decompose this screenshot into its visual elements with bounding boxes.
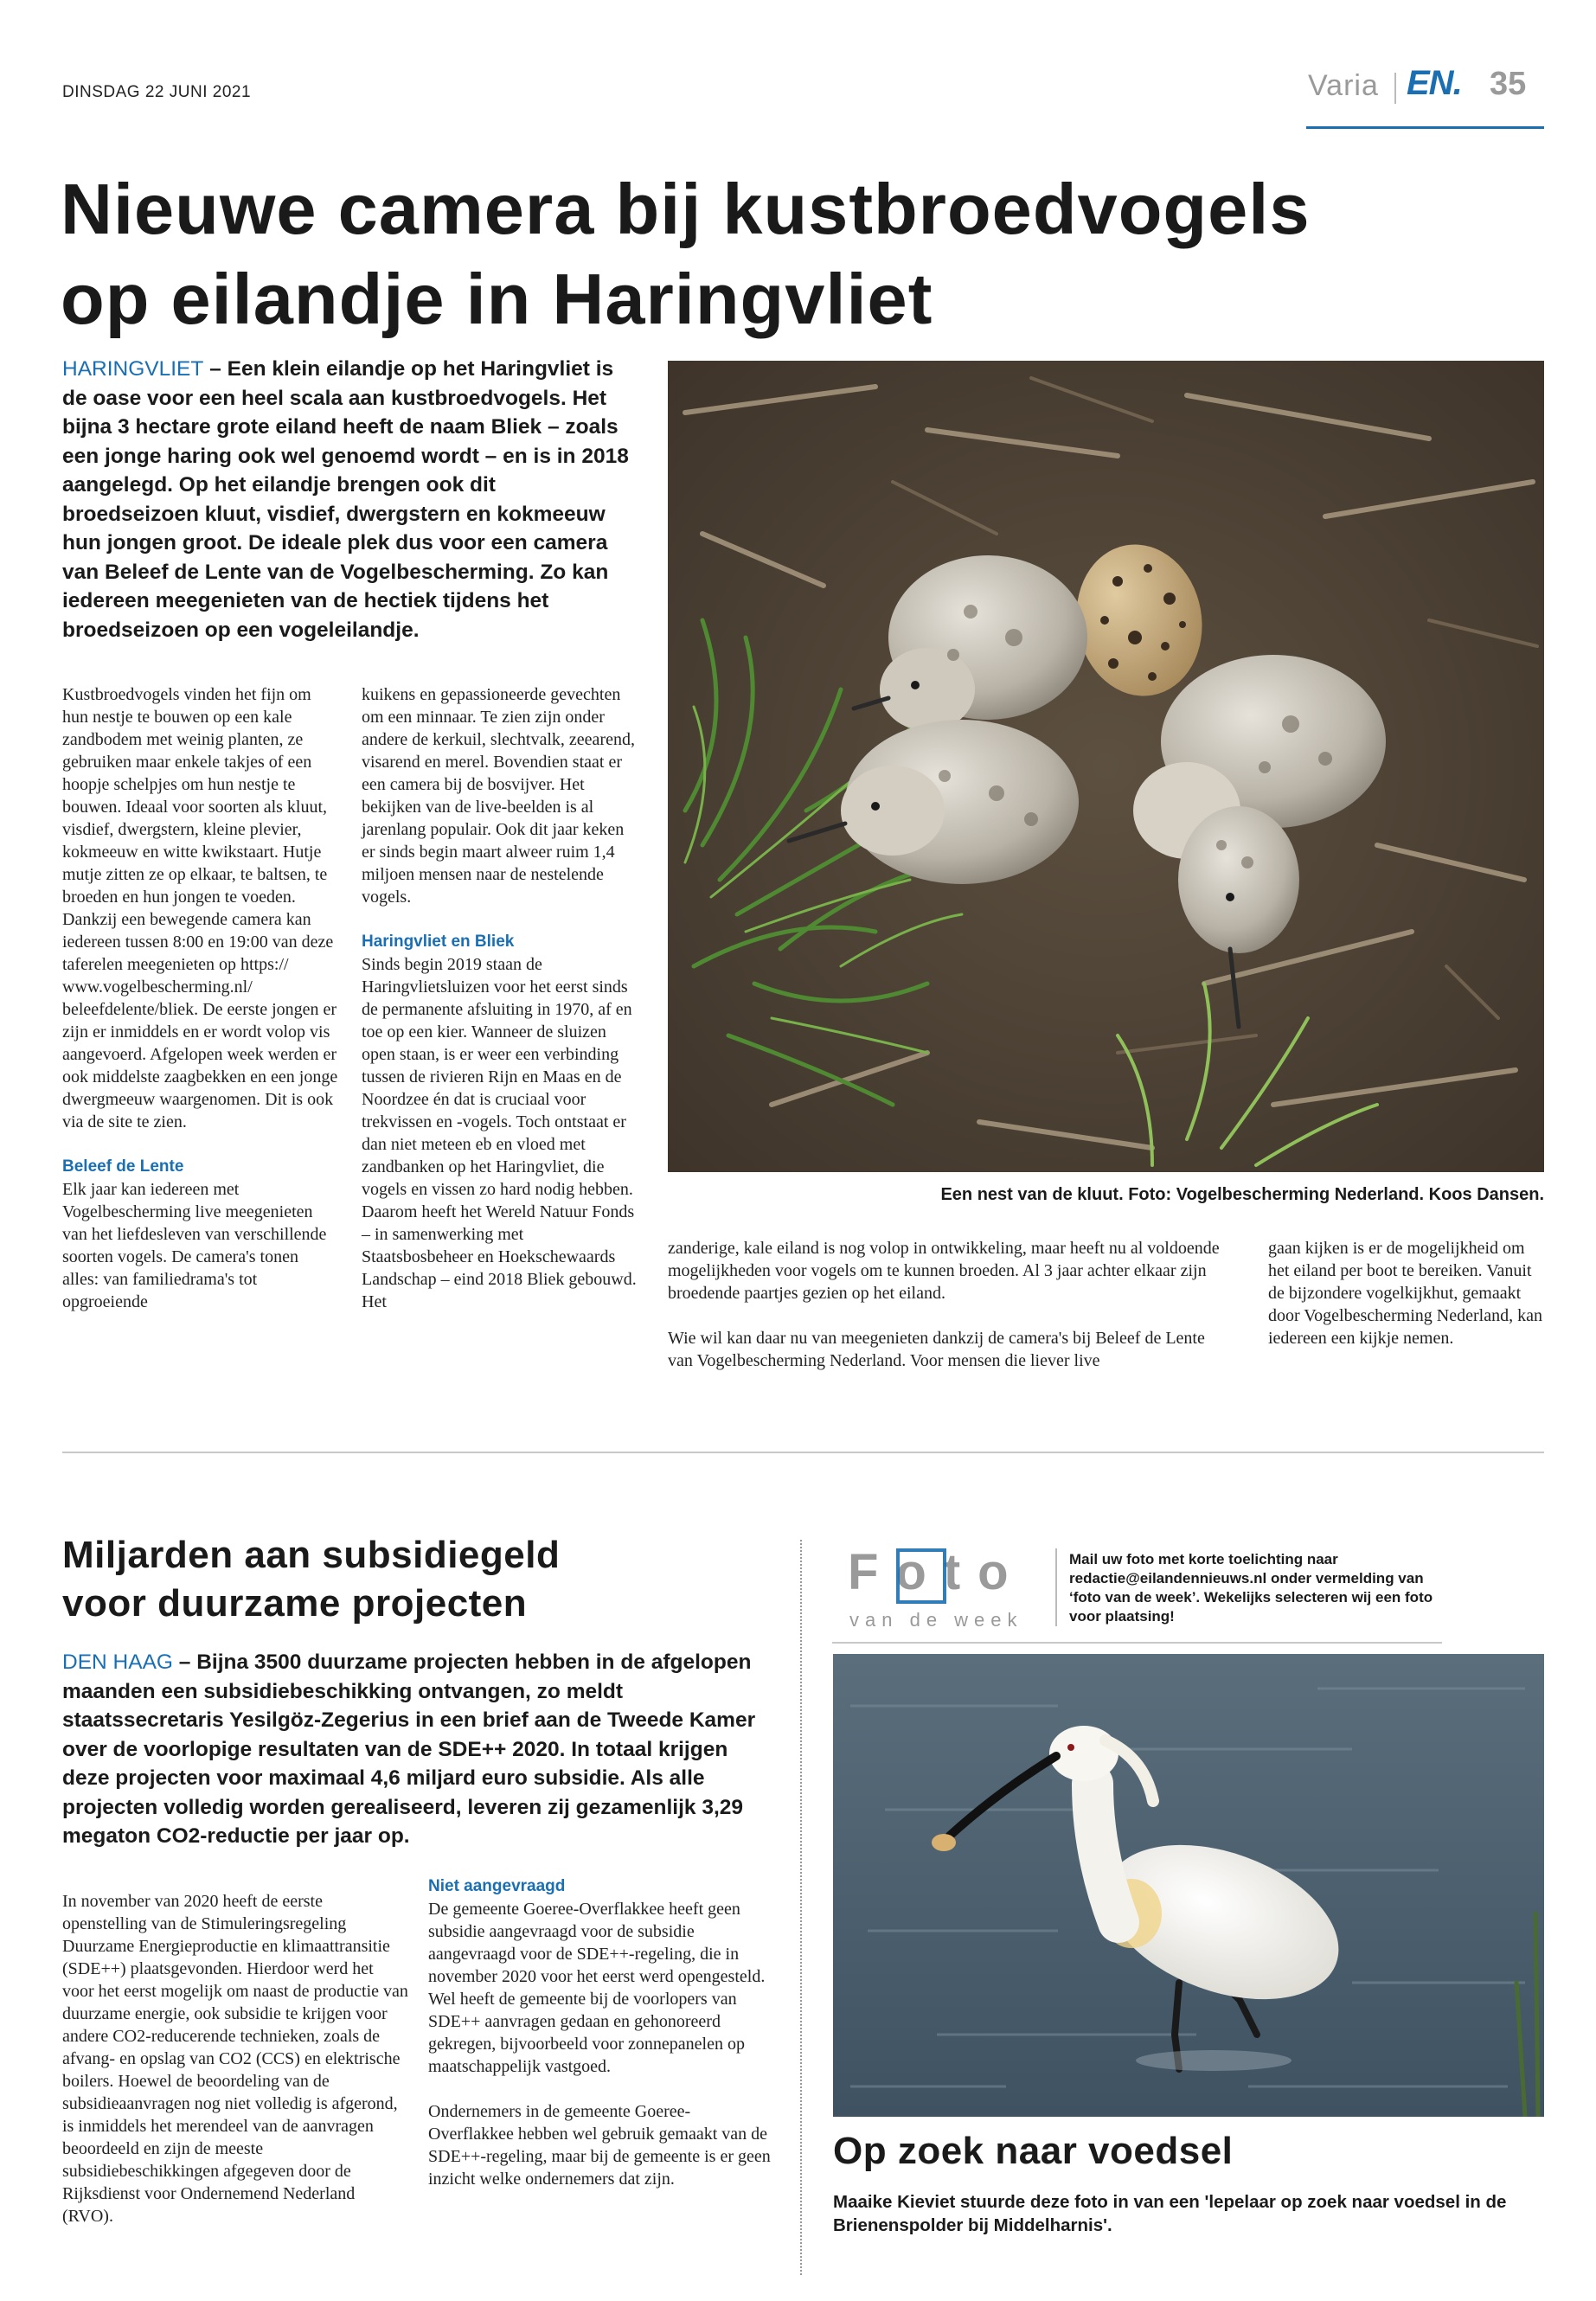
article1-subhead-haringvliet: Haringvliet en Bliek: [362, 933, 515, 951]
article1-column-2: [362, 683, 638, 1313]
header-date: DINSDAG 22 JUNI 2021: [62, 83, 252, 101]
photo-of-week-caption: Maaike Kieviet stuurde deze foto in van een 'lepelaar op zoek naar voedsel in de Brienenspolder bij Middelharnis'.: [833, 2192, 1507, 2235]
info-email[interactable]: redactie@eilandennieuws.nl: [1069, 1570, 1267, 1586]
header-section: Varia: [1308, 69, 1379, 102]
article2-col1-para1: In november van 2020 heeft de eerste openstelling van de Stimuleringsregeling Duurzame Energieproductie en klimaattransitie (SDE++) plaatsgevonden. Hierdoor werd het voor het eerst mogelijk om naast de productie van duurzame energie, ook subsidie te krijgen voor andere CO2-reducerende technieken, zoals de afvang- en opslag van CO2 (CCS) en elektrische boilers. Hoewel de beoordeling van de subsidieaanvragen nog niet volledig is afgerond, is inmiddels het merendeel van de aanvragen beoordeeld en zijn de meeste subsidiebeschikkingen afgegeven door de Rijksdienst voor Ondernemend Nederland (RVO).: [62, 1892, 408, 2226]
article1-title: [61, 164, 1358, 344]
photo-of-week-info: [1069, 1550, 1441, 1626]
article1-col3-para2: Wie wil kan daar nu van meegenieten dankzij de camera's bij Beleef de Lente van Vogelbescherming Nederland. Voor mensen die liever live: [668, 1329, 1205, 1370]
article1-subhead-beleef: Beleef de Lente: [62, 1157, 184, 1176]
section-divider: [62, 1452, 1544, 1453]
foto-logo-bracket-icon: [896, 1548, 946, 1604]
nest-photo-caption: Een nest van de kluut. Foto: Vogelbescherming Nederland. Koos Dansen.: [940, 1185, 1544, 1204]
article1-title-line1: Nieuwe camera bij kustbroedvogels: [61, 169, 1311, 249]
article1-col2-para2: Sinds begin 2019 staan de Haringvlietsluizen voor het eerst sinds de permanente afsluiting in 1970, af en toe op een kier. Wanneer de sluizen open staan, is er weer een verbinding tussen de rivieren Rijn en Maas en de Noordzee én dat is cruciaal voor trekvissen en -vogels. Toch ontstaat er dan niet meteen eb en vloed met zandbanken op het Haringvliet, die vogels en vissen zo hard nodig hebben. Daarom heeft het Wereld Natuur Fonds – in samenwerking met Staatsbosbeheer en Hoekschewaards Landschap – eind 2018 Bliek gebouwd. Het: [362, 955, 637, 1311]
article1-col2-para1: kuikens en gepassioneerde gevechten om een minnaar. Te zien zijn onder andere de kerkuil, slechtvalk, zeearend, visarend en merel. Bovendien staat er een camera bij de bosvijver. Het bekijken van de live-beelden is al jarenlang populair. Ook dit jaar keken er sinds begin maart alweer ruim 1,4 miljoen mensen naar de nestelende vogels.: [362, 685, 635, 907]
article1-location: HARINGVLIET: [62, 357, 204, 381]
article2-lead-text: – Bijna 3500 duurzame projecten hebben in de afgelopen maanden een subsidiebeschikking ontvangen, zo meldt staatssecretaris Yesilgöz-Zegerius in een brief aan de Tweede Kamer over de voorlopige resultaten van de SDE++ 2020. In totaal krijgen deze projecten voor maximaal 4,6 miljard euro subsidie. Als alle projecten volledig worden gerealiseerd, leveren zij gezamenlijk 3,29 megaton CO2-reductie per jaar op.: [62, 1650, 756, 1848]
article2-title-line1: Miljarden aan subsidiegeld: [62, 1534, 561, 1576]
article2-col2-para2: Ondernemers in de gemeente Goeree-Overflakkee hebben wel gebruik gemaakt van de SDE++-regeling, maar bij de gemeente is er geen inzicht welke ondernemers dat zijn.: [428, 2102, 771, 2189]
article1-col4-para1: gaan kijken is er de mogelijkheid om het eiland per boot te bereiken. Vanuit de bijzondere vogelkijkhut, gemaakt door Vogelbescherming Nederland, kan iedereen een kijkje nemen.: [1268, 1239, 1542, 1348]
article2-column-2: [428, 1875, 774, 2190]
article2-title-line2: voor duurzame projecten: [62, 1582, 528, 1625]
article1-col1-para2: Elk jaar kan iedereen met Vogelbescherming live meegenieten van het liefdesleven van verschillende soorten vogels. De camera's tonen alles: van familiedrama's tot opgroeiende: [62, 1180, 327, 1311]
page-number: 35: [1490, 66, 1527, 102]
logo-info-divider: [1055, 1548, 1057, 1626]
spoonbill-photo: [833, 1654, 1544, 2117]
article1-col1-para1: Kustbroedvogels vinden het fijn om hun nestje te bouwen op een kale zandbodem met weinig planten, ze gebruiken maar enkele takjes of een hoopje schelpjes om hun nestje te bouwen. Ideaal voor soorten als kluut, visdief, dwergstern, kleine plevier, kokmeeuw en witte kwikstaart. Hutje mutje zitten ze op elkaar, te baltsen, te broeden en hun jongen te voeden. Dankzij een bewegende camera kan iedereen tussen 8:00 en 19:00 van deze taferelen meegenieten op https:// www.vogelbescherming.nl/ beleefdelente/bliek. De eerste jongen er zijn er inmiddels en er wordt volop vis aangevoerd. Afgelopen week werden er ook middelste zaagbekken en een jonge dwergmeeuw waargenomen. Dit is ook via de site te zien.: [62, 685, 338, 1131]
article2-column-1: [62, 1890, 408, 2227]
photo-of-week-rule: [832, 1642, 1442, 1644]
article2-lead: [62, 1648, 780, 1851]
article2-subhead-niet-aangevraagd: Niet aangevraagd: [428, 1877, 566, 1895]
article1-lead: [62, 355, 629, 644]
header-divider: [1394, 73, 1396, 104]
info-prefix: Mail uw foto met korte toelichting naar: [1069, 1551, 1338, 1567]
article2-location: DEN HAAG: [62, 1650, 173, 1674]
header-rule: [1306, 126, 1544, 129]
foto-logo-subtitle: van de week: [849, 1609, 1023, 1631]
photo-of-week-title: Op zoek naar voedsel: [833, 2130, 1234, 2172]
header-logo: EN.: [1407, 64, 1462, 102]
photo-of-week-logo: [832, 1541, 1040, 1635]
column-divider: [800, 1540, 802, 2275]
article2-col2-para1: De gemeente Goeree-Overflakkee heeft geen subsidie aangevraagd voor de subsidie aangevraagd voor de SDE++-regeling, die in november 2020 voor het eerst werd opengesteld. Wel heeft de gemeente bij de voorlopers van SDE++ aanvragen gedaan en gehonoreerd gekregen, bijvoorbeeld voor zonnepanelen op maatschappelijk vastgoed.: [428, 1900, 766, 2076]
article2-title: [62, 1531, 754, 1628]
info-rest: onder vermelding van ‘foto van de week’. Wekelijks selecteren wij een foto voor plaatsing!: [1069, 1570, 1433, 1625]
article1-column-3: [668, 1237, 1221, 1372]
article1-col3-para1: zanderige, kale eiland is nog volop in ontwikkeling, maar heeft nu al voldoende mogelijkheden voor vogels om te kunnen broeden. Al 3 jaar achter elkaar zijn broedende paartjes gezien op het eiland.: [668, 1239, 1220, 1303]
article1-title-line2: op eilandje in Haringvliet: [61, 259, 933, 339]
article1-column-4: [1268, 1237, 1545, 1349]
foto-logo-text: Foto: [848, 1544, 1026, 1600]
article1-column-1: [62, 683, 339, 1313]
nest-photo: [668, 361, 1544, 1172]
article1-lead-text: – Een klein eilandje op het Haringvliet is de oase voor een heel scala aan kustbroedvogels. Het bijna 3 hectare grote eiland heeft de naam Bliek – zoals een jonge haring ook wel genoemd wordt – en is in 2018 aangelegd. Op het eilandje brengen ook dit broedseizoen kluut, visdief, dwergstern en kokmeeuw hun jongen groot. De ideale plek dus voor een camera van Beleef de Lente van de Vogelbescherming. Zo kan iedereen meegenieten van de hectiek tijdens het broedseizoen op een vogeleilandje.: [62, 357, 629, 642]
